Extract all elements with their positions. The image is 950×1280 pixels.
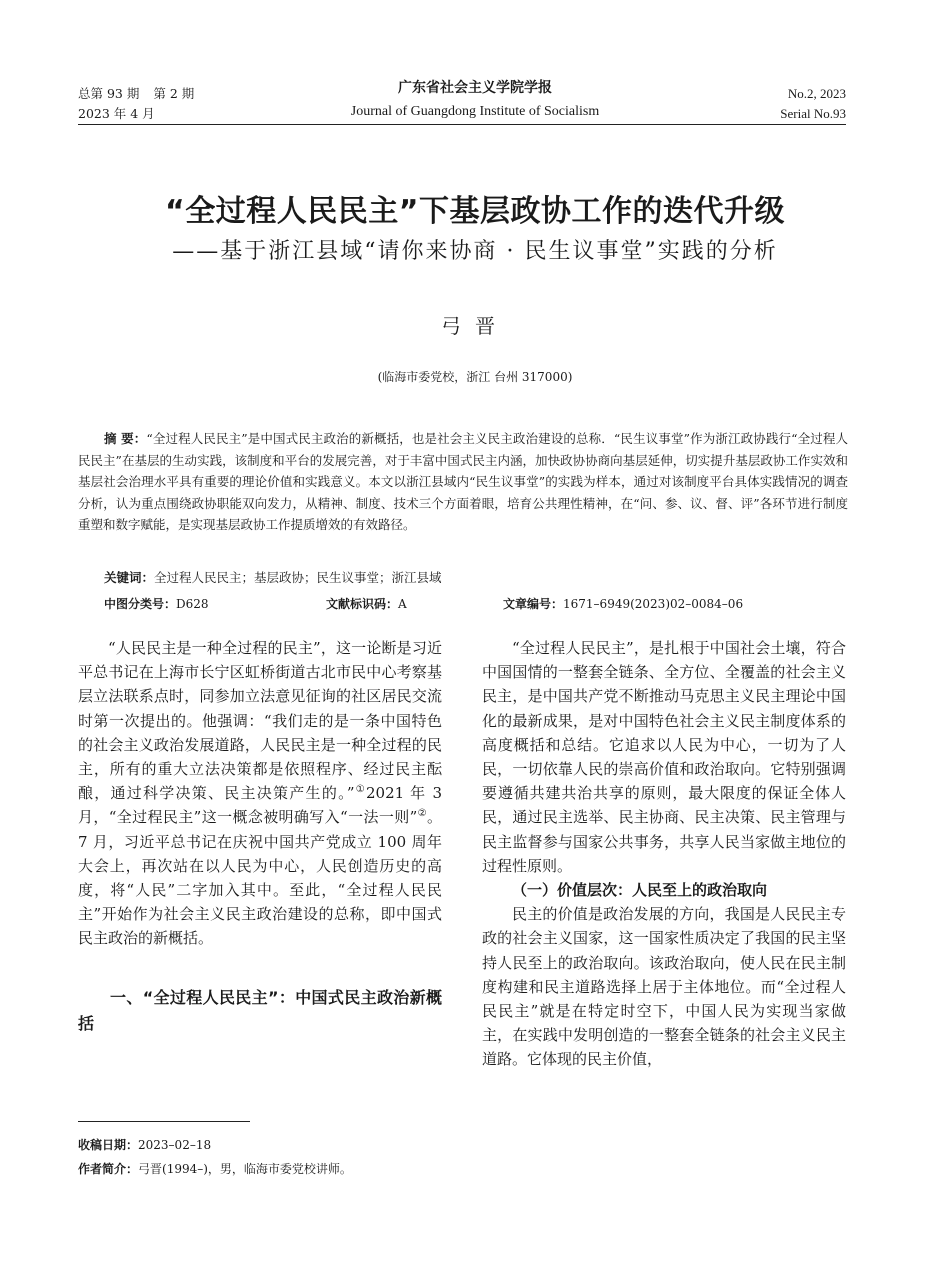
clc-label: 中图分类号：: [104, 597, 177, 611]
body-left-column: [78, 636, 442, 1037]
article-number-label: 文章编号：: [503, 597, 564, 611]
author-bio-text: 弓晋(1994–)，男，临海市委党校讲师。: [138, 1162, 352, 1176]
author-name: 弓晋: [441, 314, 509, 338]
body-paragraph: “全过程人民民主”，是扎根于中国社会土壤，符合中国国情的一整套全链条、全方位、全覆盖的社会主义民主，是中国共产党不断推动马克思主义民主理论中国化的最新成果，是对中国特色社会主义民主制度体系的高度概括和总结。它追求以人民为中心，一切为了人民，一切依靠人民的崇高价值和政治取向。它特别强调要遵循共建共治共享的原则，最大限度的保证全体人民，通过民主选举、民主协商、民主决策、民主管理与民主监督参与国家公共事务，共享人民当家做主地位的过程性原则。: [482, 639, 846, 875]
serial-info: [780, 84, 846, 124]
article-number: [503, 594, 743, 614]
issue-total: 总第 93 期: [78, 86, 140, 101]
abstract-label: 摘 要：: [104, 431, 147, 446]
abstract-text: “全过程人民民主”是中国式民主政治的新概括，也是社会主义民主政治建设的总称．“民生议事堂”作为浙江政协践行“全过程人民民主”在基层的生动实践，该制度和平台的发展完善，对于丰富中国式民主内涵，加快政协协商向基层延伸，切实提升基层政协工作实效和基层社会治理水平具有重要的理论价值和实践意义。本文以浙江县域内“民生议事堂”的实践为样本，通过对该制度平台具体实践情况的调查分析，认为重点围绕政协职能双向发力，从精神、制度、技术三个方面着眼，培育公共理性精神，在“问、参、议、督、评”各环节进行制度重塑和数字赋能，是实现基层政协工作提质增效的有效路径。: [78, 431, 848, 533]
document-code: [326, 594, 407, 614]
issue-info: [78, 84, 194, 124]
clc-number: [104, 594, 209, 614]
clc-value: D628: [176, 597, 209, 611]
header-divider: [78, 124, 846, 125]
journal-name-cn: 广东省社会主义学院学报: [398, 80, 552, 96]
footnote-ref: ①: [354, 784, 366, 796]
journal-title: [260, 78, 690, 122]
paragraph-text: 。7 月，习近平总书记在庆祝中国共产党成立 100 周年大会上，再次站在以人民为中心，人民创造历史的高度，将“人民”二字加入其中。至此，“全过程人民民主”开始作为社会主义民主政治建设的总称，即中国式民主政治的新概括。: [78, 808, 442, 948]
issue-no-en: No.2, 2023: [787, 86, 846, 101]
body-paragraph: 民主的价值是政治发展的方向，我国是人民民主专政的社会主义国家，这一国家性质决定了我国的民主坚持人民至上的政治取向。该政治取向，使人民在民主制度构建和民主道路选择上居于主体地位。而“全过程人民民主”就是在特定时空下，中国人民为实现当家做主，在实践中发明创造的一整套全链条的社会主义民主道路。它体现的民主价值，: [482, 905, 846, 1069]
journal-name-en: Journal of Guangdong Institute of Socialism: [350, 104, 600, 119]
issue-number: 第 2 期: [153, 86, 195, 101]
serial-no-en: Serial No.93: [780, 106, 846, 121]
author-affiliation: (临海市委党校，浙江 台州 317000): [377, 370, 573, 384]
paragraph-text: 2021 年 3 月，“全过程民主”这一概念被明确写入“一法一则”: [78, 784, 443, 827]
subsection-heading: （一）价值层次：人民至上的政治取向: [512, 881, 768, 900]
author-bio-label: 作者简介：: [78, 1162, 139, 1176]
received-value: 2023–02–18: [138, 1138, 212, 1152]
article-title: “全过程人民民主”下基层政协工作的迭代升级: [165, 194, 785, 229]
keywords-text: 全过程人民民主；基层政协；民生议事堂；浙江县域: [154, 570, 442, 585]
body-paragraph: [78, 636, 442, 951]
body-right-column: [482, 636, 846, 1072]
received-date: [78, 1136, 211, 1154]
author-bio: [78, 1160, 352, 1178]
article-number-value: 1671–6949(2023)02–0084–06: [563, 597, 744, 611]
section-heading: 一、“全过程人民民主”：中国式民主政治新概括: [78, 987, 442, 1033]
footnote-ref: ②: [417, 808, 427, 820]
document-code-label: 文献标识码：: [326, 597, 399, 611]
article-subtitle: ——基于浙江县域“请你来协商 · 民生议事堂”实践的分析: [172, 239, 778, 264]
footnote-divider: [78, 1121, 250, 1122]
document-code-value: A: [398, 597, 407, 611]
received-label: 收稿日期：: [78, 1138, 139, 1152]
keywords: [104, 568, 442, 588]
issue-date: 2023 年 4 月: [78, 106, 155, 121]
abstract: [78, 428, 848, 536]
keywords-label: 关键词：: [104, 570, 155, 585]
paragraph-text: “人民民主是一种全过程的民主”，这一论断是习近平总书记在上海市长宁区虹桥街道古北市民中心考察基层立法联系点时，同参加立法意见征询的社区居民交流时第一次提出的。他强调：“我们走的是一条中国特色的社会主义政治发展道路，人民民主是一种全过程的民主，所有的重大立法决策都是依照程序、经过民主酝酿，通过科学决策、民主决策产生的。”: [78, 639, 442, 803]
